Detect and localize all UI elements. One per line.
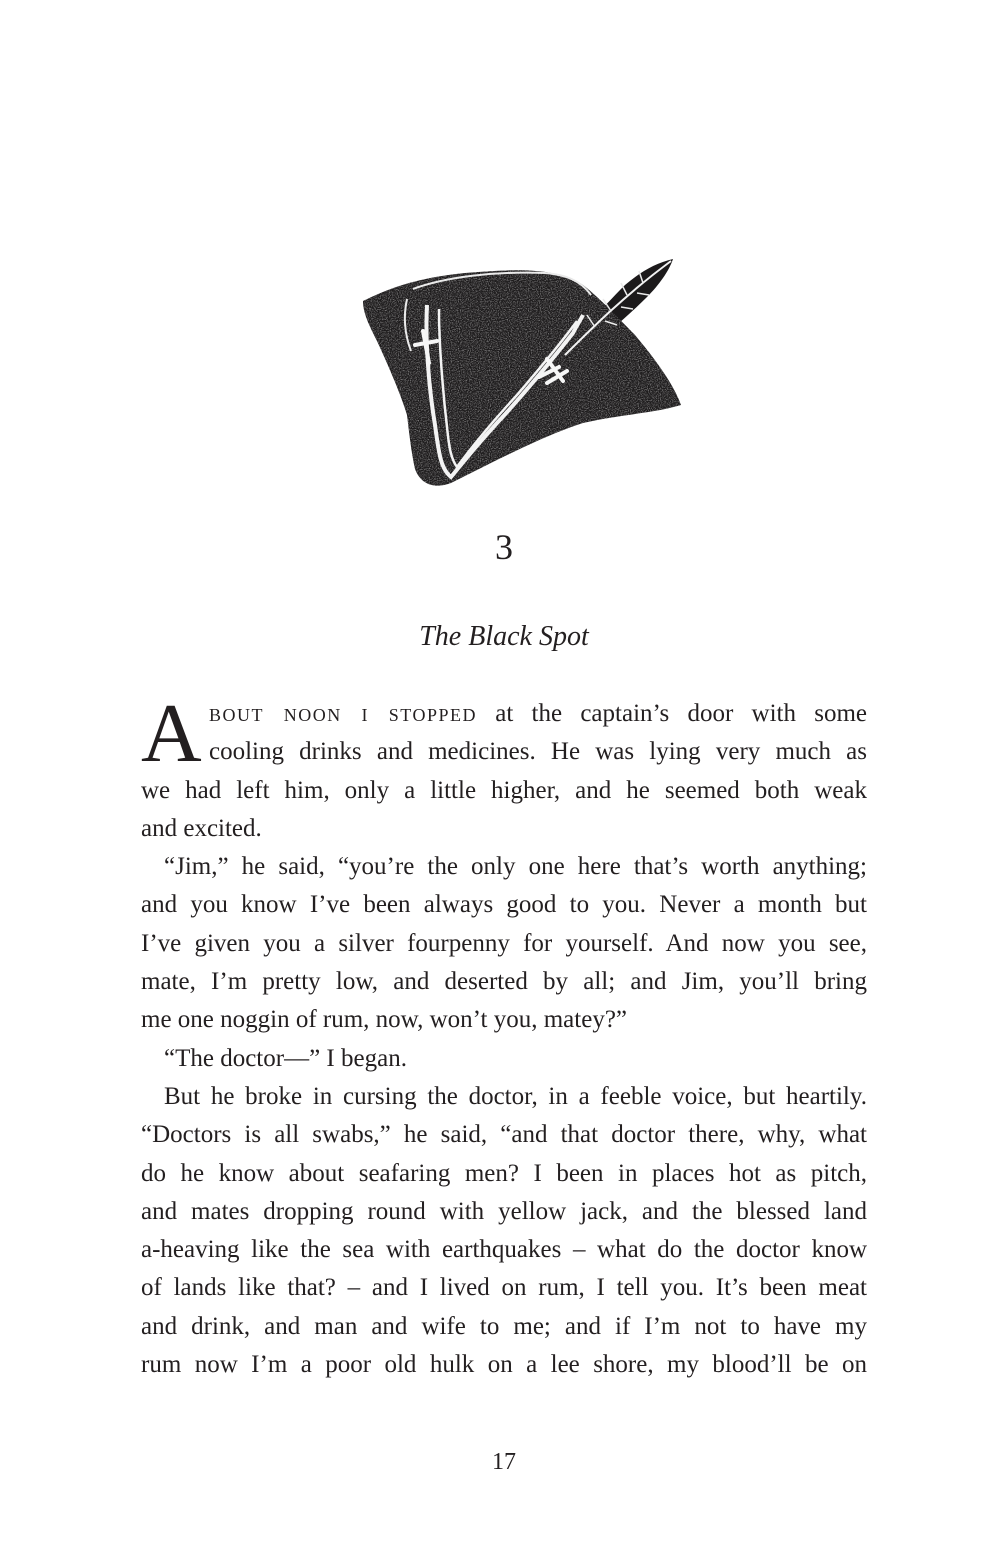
text-line: But he broke in cursing the doctor, in a feeble voice, but heartily. <box>164 1082 867 1110</box>
text-line: cooling drinks and medicines. He was lying very much as <box>209 738 867 766</box>
text-line: and you know I’ve been always good to you. Never a month but <box>141 891 867 919</box>
drop-cap: A <box>141 687 202 780</box>
chapter-body-text <box>141 687 867 1384</box>
text-line: “Jim,” he said, “you’re the only one here that’s worth anything; <box>164 853 867 881</box>
text-line: mate, I’m pretty low, and deserted by all; and Jim, you’ll bring <box>141 968 867 996</box>
text-line: rum now I’m a poor old hulk on a lee shore, my blood’ll be on <box>141 1351 867 1379</box>
page-number: 17 <box>492 1449 516 1475</box>
text-line: and excited. <box>141 814 262 842</box>
text-line: and drink, and man and wife to me; and if I’m not to have my <box>141 1312 867 1340</box>
chapter-title: The Black Spot <box>419 621 589 652</box>
text-line: I’ve given you a silver fourpenny for yourself. And now you see, <box>141 929 867 957</box>
text-line: me one noggin of rum, now, won’t you, matey?” <box>141 1006 628 1034</box>
text-line: a-heaving like the sea with earthquakes – what do the doctor know <box>141 1236 867 1264</box>
text-line: of lands like that? – and I lived on rum, I tell you. It’s been meat <box>141 1274 867 1302</box>
text-line: bout noon i stopped at the captain’s door with some <box>209 700 867 727</box>
text-line: we had left him, only a little higher, and he seemed both weak <box>141 776 867 804</box>
text-line: “The doctor—” I began. <box>164 1044 407 1072</box>
lead-in-small-caps: bout noon i stopped <box>209 700 477 727</box>
text-line: “Doctors is all swabs,” he said, “and that doctor there, why, what <box>141 1121 867 1149</box>
tricorn-hat-with-feather-icon <box>355 255 685 490</box>
text-line: and mates dropping round with yellow jack, and the blessed land <box>141 1197 867 1225</box>
chapter-number: 3 <box>495 527 513 567</box>
text-line: do he know about seafaring men? I been in places hot as pitch, <box>141 1159 867 1187</box>
